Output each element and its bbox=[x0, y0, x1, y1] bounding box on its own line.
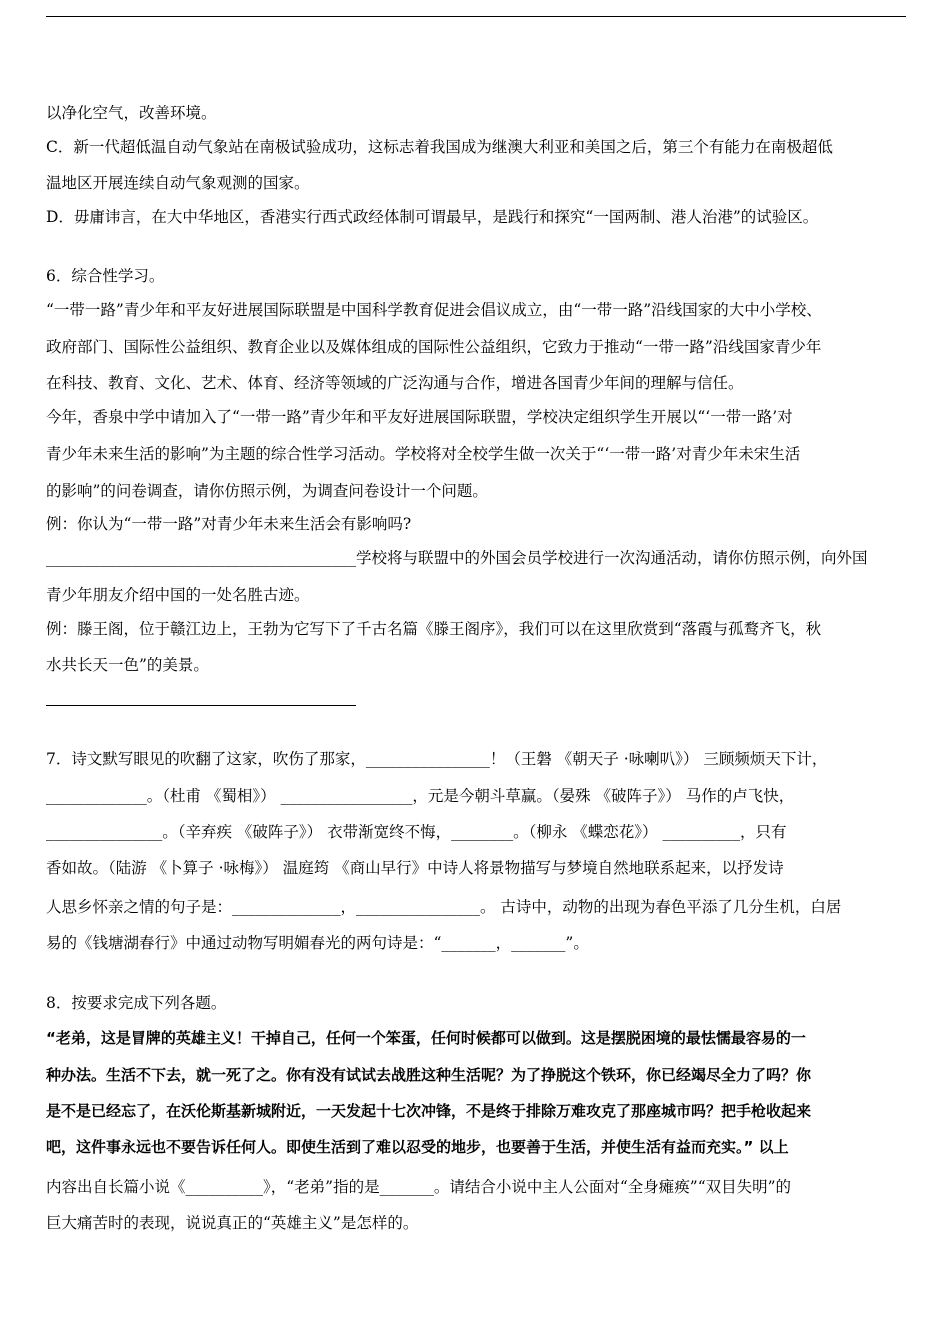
q8-passage-line2: 种办法。生活不下去，就一死了之。你有没有试试去战胜这种生活呢？为了挣脱这个铁环，你已经竭尽全力了吗？你 bbox=[46, 1066, 812, 1084]
header-rule bbox=[46, 16, 906, 17]
q6-title: 6．综合性学习。 bbox=[46, 267, 165, 285]
q7-line1: 7．诗文默写眼见的吹翻了这家，吹伤了那家，________________！（王磐 《朝天子 ·咏喇叭》） 三顾频烦天下计， bbox=[46, 750, 828, 768]
q6-example2-line2: 水共长天一色”的美景。 bbox=[46, 656, 209, 674]
q8-question-line2: 巨大痛苦时的表现，说说真正的“英雄主义”是怎样的。 bbox=[46, 1214, 419, 1232]
q8-passage-line3: 是不是已经忘了，在沃伦斯基新城附近，一天发起十七次冲锋，不是终于排除万难攻克了那座城市吗？把手枪收起来 bbox=[46, 1102, 812, 1120]
q7-line5: 人思乡怀亲之情的句子是：______________，________________。 古诗中，动物的出现为春色平添了几分生机，白居 bbox=[46, 898, 842, 916]
q8-passage-line4: 吧，这件事永远也不要告诉任何人。即使生活到了难以忍受的地步，也要善于生活，并使生活有益而充实。” 以上 bbox=[46, 1138, 789, 1156]
q5-line0: 以净化空气，改善环境。 bbox=[46, 104, 217, 122]
q8-passage-line1: “老弟，这是冒牌的英雄主义！干掉自己，任何一个笨蛋，任何时候都可以做到。这是摆脱困境的最怯懦最容易的一 bbox=[46, 1029, 806, 1047]
q5-option-c-line2: 温地区开展连续自动气象观测的国家。 bbox=[46, 174, 310, 192]
q8-question-line1: 内容出自长篇小说《__________》，“老弟”指的是_______。请结合小说中主人公面对“全身瘫痪”“双目失明”的 bbox=[46, 1178, 792, 1196]
q6-line1: “一带一路”青少年和平友好进展国际联盟是中国科学教育促进会倡议成立，由“一带一路”沿线国家的大中小学校、 bbox=[46, 301, 822, 319]
q6-line6: 的影响”的问卷调查，请你仿照示例，为调查问卷设计一个问题。 bbox=[46, 482, 488, 500]
q6-line4: 今年，香泉中学中请加入了“一带一路”青少年和平友好进展国际联盟，学校决定组织学生开展以“‘一带一路’对 bbox=[46, 408, 793, 426]
q7-line3: _______________。（辛弃疾 《破阵子》） 衣带渐宽终不悔，________。（柳永 《蝶恋花》） __________，只有 bbox=[46, 823, 787, 841]
q5-option-c-line1: C．新一代超低温自动气象站在南极试验成功，这标志着我国成为继澳大利亚和美国之后，第三个有能力在南极超低 bbox=[46, 138, 833, 156]
q7-line6: 易的《钱塘湖春行》中通过动物写明媚春光的两句诗是：“_______，_______”。 bbox=[46, 934, 589, 952]
q6-example1: 例：你认为“一带一路”对青少年未来生活会有影响吗? bbox=[46, 515, 412, 533]
q7-line2: _____________。（杜甫 《蜀相》） _________________，元是今朝斗草赢。（晏殊 《破阵子》） 马作的卢飞快， bbox=[46, 787, 795, 805]
q6-line2: 政府部门、国际性公益组织、教育企业以及媒体组成的国际性公益组织，它致力于推动“一带一路”沿线国家青少年 bbox=[46, 338, 822, 356]
q6-line9: 青少年朋友介绍中国的一处名胜古迹。 bbox=[46, 586, 310, 604]
q5-option-d: D．毋庸讳言，在大中华地区，香港实行西式政经体制可谓最早，是践行和探究“一国两制、港人治港”的试验区。 bbox=[46, 208, 819, 226]
q8-title: 8．按要求完成下列各题。 bbox=[46, 994, 227, 1012]
q6-line3: 在科技、教育、文化、艺术、体育、经济等领域的广泛沟通与合作，增进各国青少年间的理解与信任。 bbox=[46, 374, 744, 392]
q7-line4: 香如故。（陆游 《卜算子 ·咏梅》） 温庭筠 《商山早行》中诗人将景物描写与梦境自然地联系起来，以抒发诗 bbox=[46, 859, 784, 877]
q6-answer-blank bbox=[46, 705, 356, 706]
q6-example2-line1: 例：滕王阁，位于赣江边上，王勃为它写下了千古名篇《滕王阁序》，我们可以在这里欣赏到“落霞与孤鹜齐飞，秋 bbox=[46, 620, 822, 638]
q6-line5: 青少年未来生活的影响”为主题的综合性学习活动。学校将对全校学生做一次关于“‘一带一路’对青少年未宋生活 bbox=[46, 445, 801, 463]
q6-line8: ________________________________________学校将与联盟中的外国会员学校进行一次沟通活动，请你仿照示例，向外国 bbox=[46, 549, 868, 567]
